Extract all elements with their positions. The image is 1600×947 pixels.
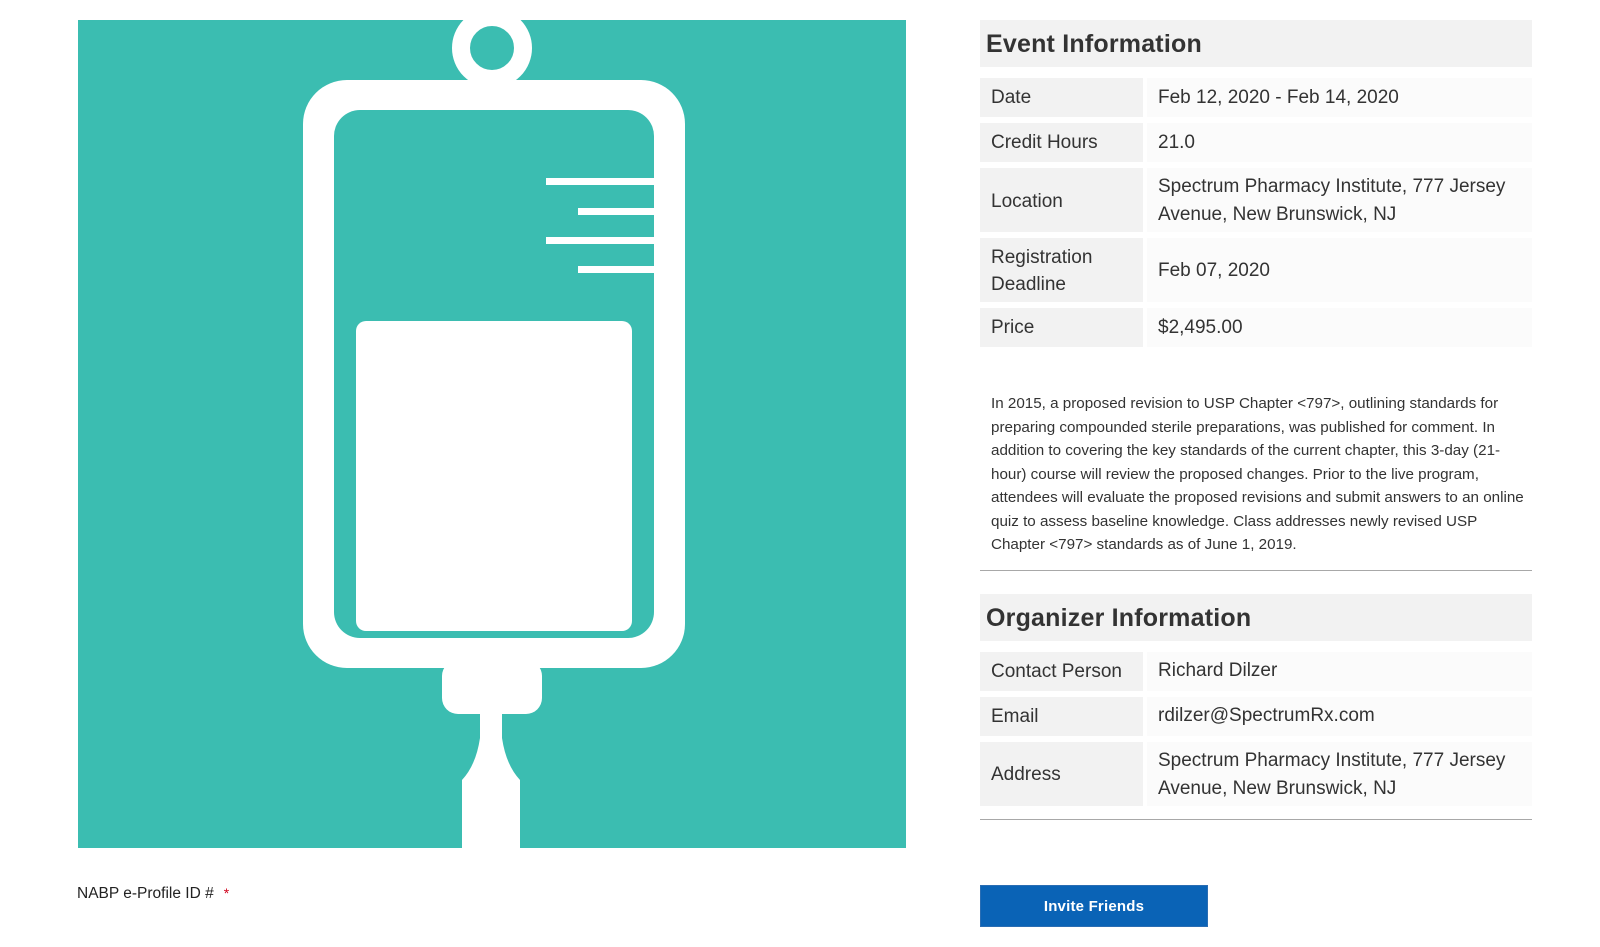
nabp-profile-id-label (77, 885, 229, 903)
organizer-row-address (980, 742, 1532, 806)
section-divider (980, 570, 1532, 571)
organizer-row-contact-person (980, 652, 1532, 691)
organizer-label-address: Address (980, 742, 1143, 806)
event-label-date: Date (980, 78, 1143, 117)
organizer-label-contact-person: Contact Person (980, 652, 1143, 691)
iv-bag-icon (78, 20, 906, 848)
event-value-credit-hours: 21.0 (1147, 123, 1532, 162)
event-value-location: Spectrum Pharmacy Institute, 777 Jersey Avenue, New Brunswick, NJ (1147, 168, 1532, 232)
event-value-registration-deadline: Feb 07, 2020 (1147, 238, 1532, 302)
event-row-location (980, 168, 1532, 232)
event-details-panel (980, 20, 1532, 820)
organizer-row-email (980, 697, 1532, 736)
organizer-value-contact-person: Richard Dilzer (1147, 652, 1532, 691)
organizer-information-heading: Organizer Information (980, 594, 1532, 641)
event-value-price: $2,495.00 (1147, 308, 1532, 347)
event-value-date: Feb 12, 2020 - Feb 14, 2020 (1147, 78, 1532, 117)
event-information-table (980, 78, 1532, 347)
required-marker: * (223, 885, 230, 901)
event-label-credit-hours: Credit Hours (980, 123, 1143, 162)
event-row-credit-hours (980, 123, 1532, 162)
organizer-value-address: Spectrum Pharmacy Institute, 777 Jersey Avenue, New Brunswick, NJ (1147, 742, 1532, 806)
event-row-registration-deadline (980, 238, 1532, 302)
event-row-price (980, 308, 1532, 347)
organizer-label-email: Email (980, 697, 1143, 736)
section-divider-bottom (980, 819, 1532, 820)
event-row-date (980, 78, 1532, 117)
organizer-value-email[interactable]: rdilzer@SpectrumRx.com (1147, 697, 1532, 736)
event-information-heading: Event Information (980, 20, 1532, 67)
nabp-profile-id-text: NABP e-Profile ID # (77, 885, 214, 902)
event-image (78, 20, 906, 848)
event-description: In 2015, a proposed revision to USP Chapter <797>, outlining standards for preparing compounded sterile preparations, was published for comment. In addition to covering the key standards of the current chapter, this 3-day (21-hour) course will review the proposed changes. Prior to the live program, attendees will evaluate the proposed revisions and submit answers to an online quiz to assess baseline knowledge. Class addresses newly revised USP Chapter <797> standards as of June 1, 2019. (991, 395, 1524, 553)
event-label-registration-deadline: Registration Deadline (980, 238, 1143, 302)
organizer-information-table (980, 652, 1532, 806)
event-label-price: Price (980, 308, 1143, 347)
event-label-location: Location (980, 168, 1143, 232)
invite-friends-button[interactable]: Invite Friends (980, 885, 1208, 927)
